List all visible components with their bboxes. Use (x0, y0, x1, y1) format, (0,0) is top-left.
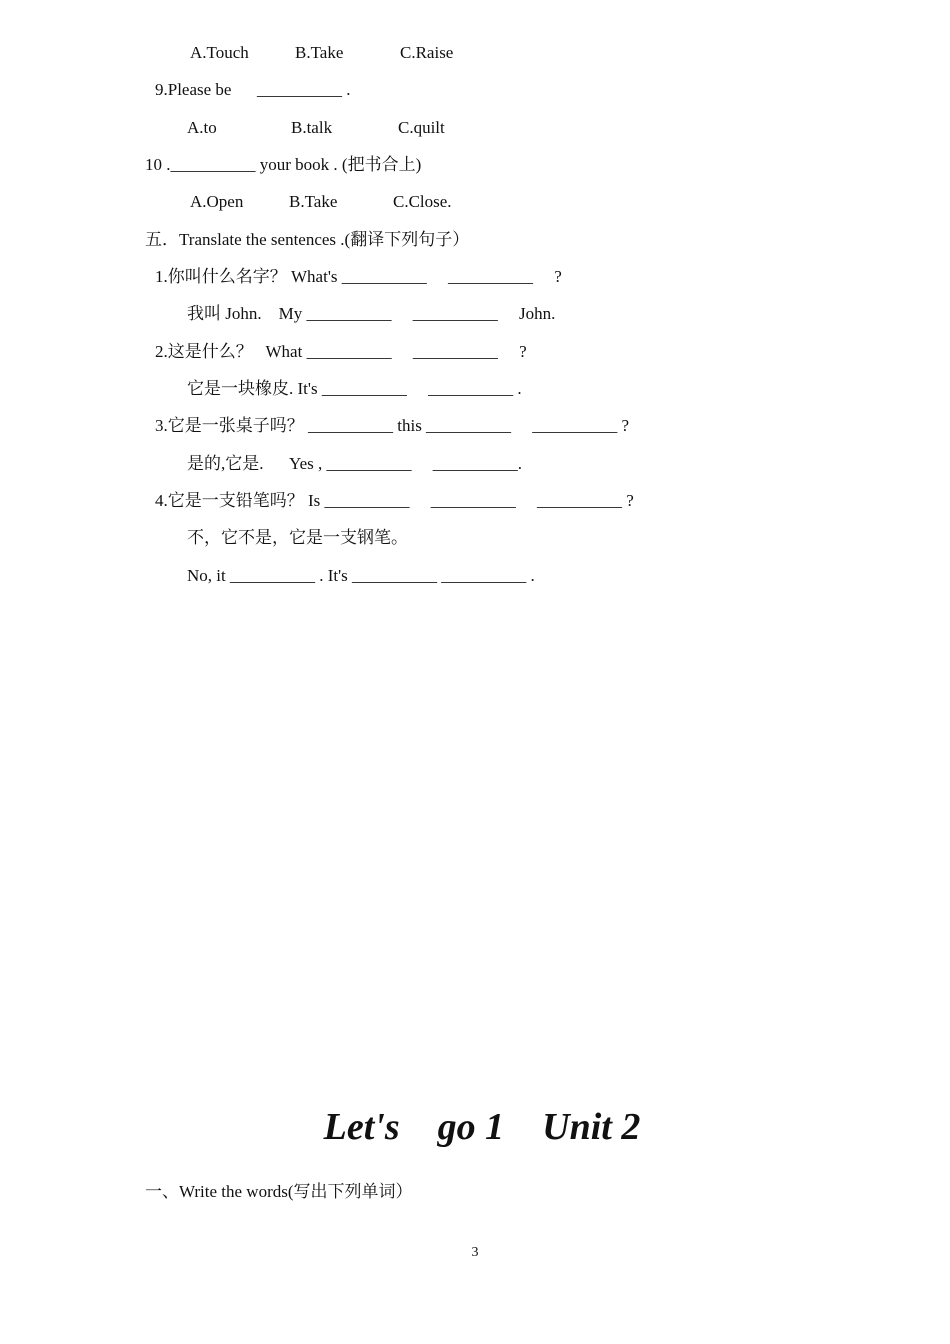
translate-line-4-answer-en: No, it __________ . It's __________ __________ . (187, 566, 535, 585)
translate-line-2: 2.这是什么？ What __________ __________ ? (155, 342, 527, 361)
section1-heading: 一、Write the words(写出下列单词） (145, 1182, 413, 1201)
q9-option-b: B.talk (291, 118, 333, 137)
translate-line-4: 4.它是一支铅笔吗？ Is __________ __________ __________ ? (155, 491, 634, 510)
translate-line-1: 1.你叫什么名字？ What's __________ __________ ? (155, 267, 562, 286)
unit-title: Let's go 1 Unit 2 (323, 1106, 641, 1148)
section5-heading: 五．Translate the sentences .(翻译下列句子） (145, 230, 470, 249)
translate-line-4-answer-cn: 不，它不是，它是一支钢笔。 (187, 528, 408, 547)
page-number: 3 (471, 1245, 479, 1260)
translate-line-3: 3.它是一张桌子吗？ __________ this __________ __________ ? (155, 416, 630, 435)
q9-text: 9.Please be __________ . (155, 80, 351, 99)
q10-option-a: A.Open (190, 192, 244, 211)
translate-line-1-answer: 我叫 John. My __________ __________ John. (187, 304, 556, 323)
translate-line-3-answer: 是的,它是. Yes , __________ __________. (187, 454, 522, 473)
translate-line-2-answer: 它是一块橡皮. It's __________ __________ . (187, 379, 522, 398)
q10-text: 10 .__________ your book . (把书合上) (145, 155, 422, 174)
q9-option-a: A.to (187, 118, 217, 137)
q8-option-a: A.Touch (190, 43, 249, 62)
q9-option-c: C.quilt (398, 118, 445, 137)
q10-option-b: B.Take (289, 192, 338, 211)
q8-option-c: C.Raise (400, 43, 454, 62)
q10-option-c: C.Close. (393, 192, 452, 211)
q8-option-b: B.Take (295, 43, 344, 62)
